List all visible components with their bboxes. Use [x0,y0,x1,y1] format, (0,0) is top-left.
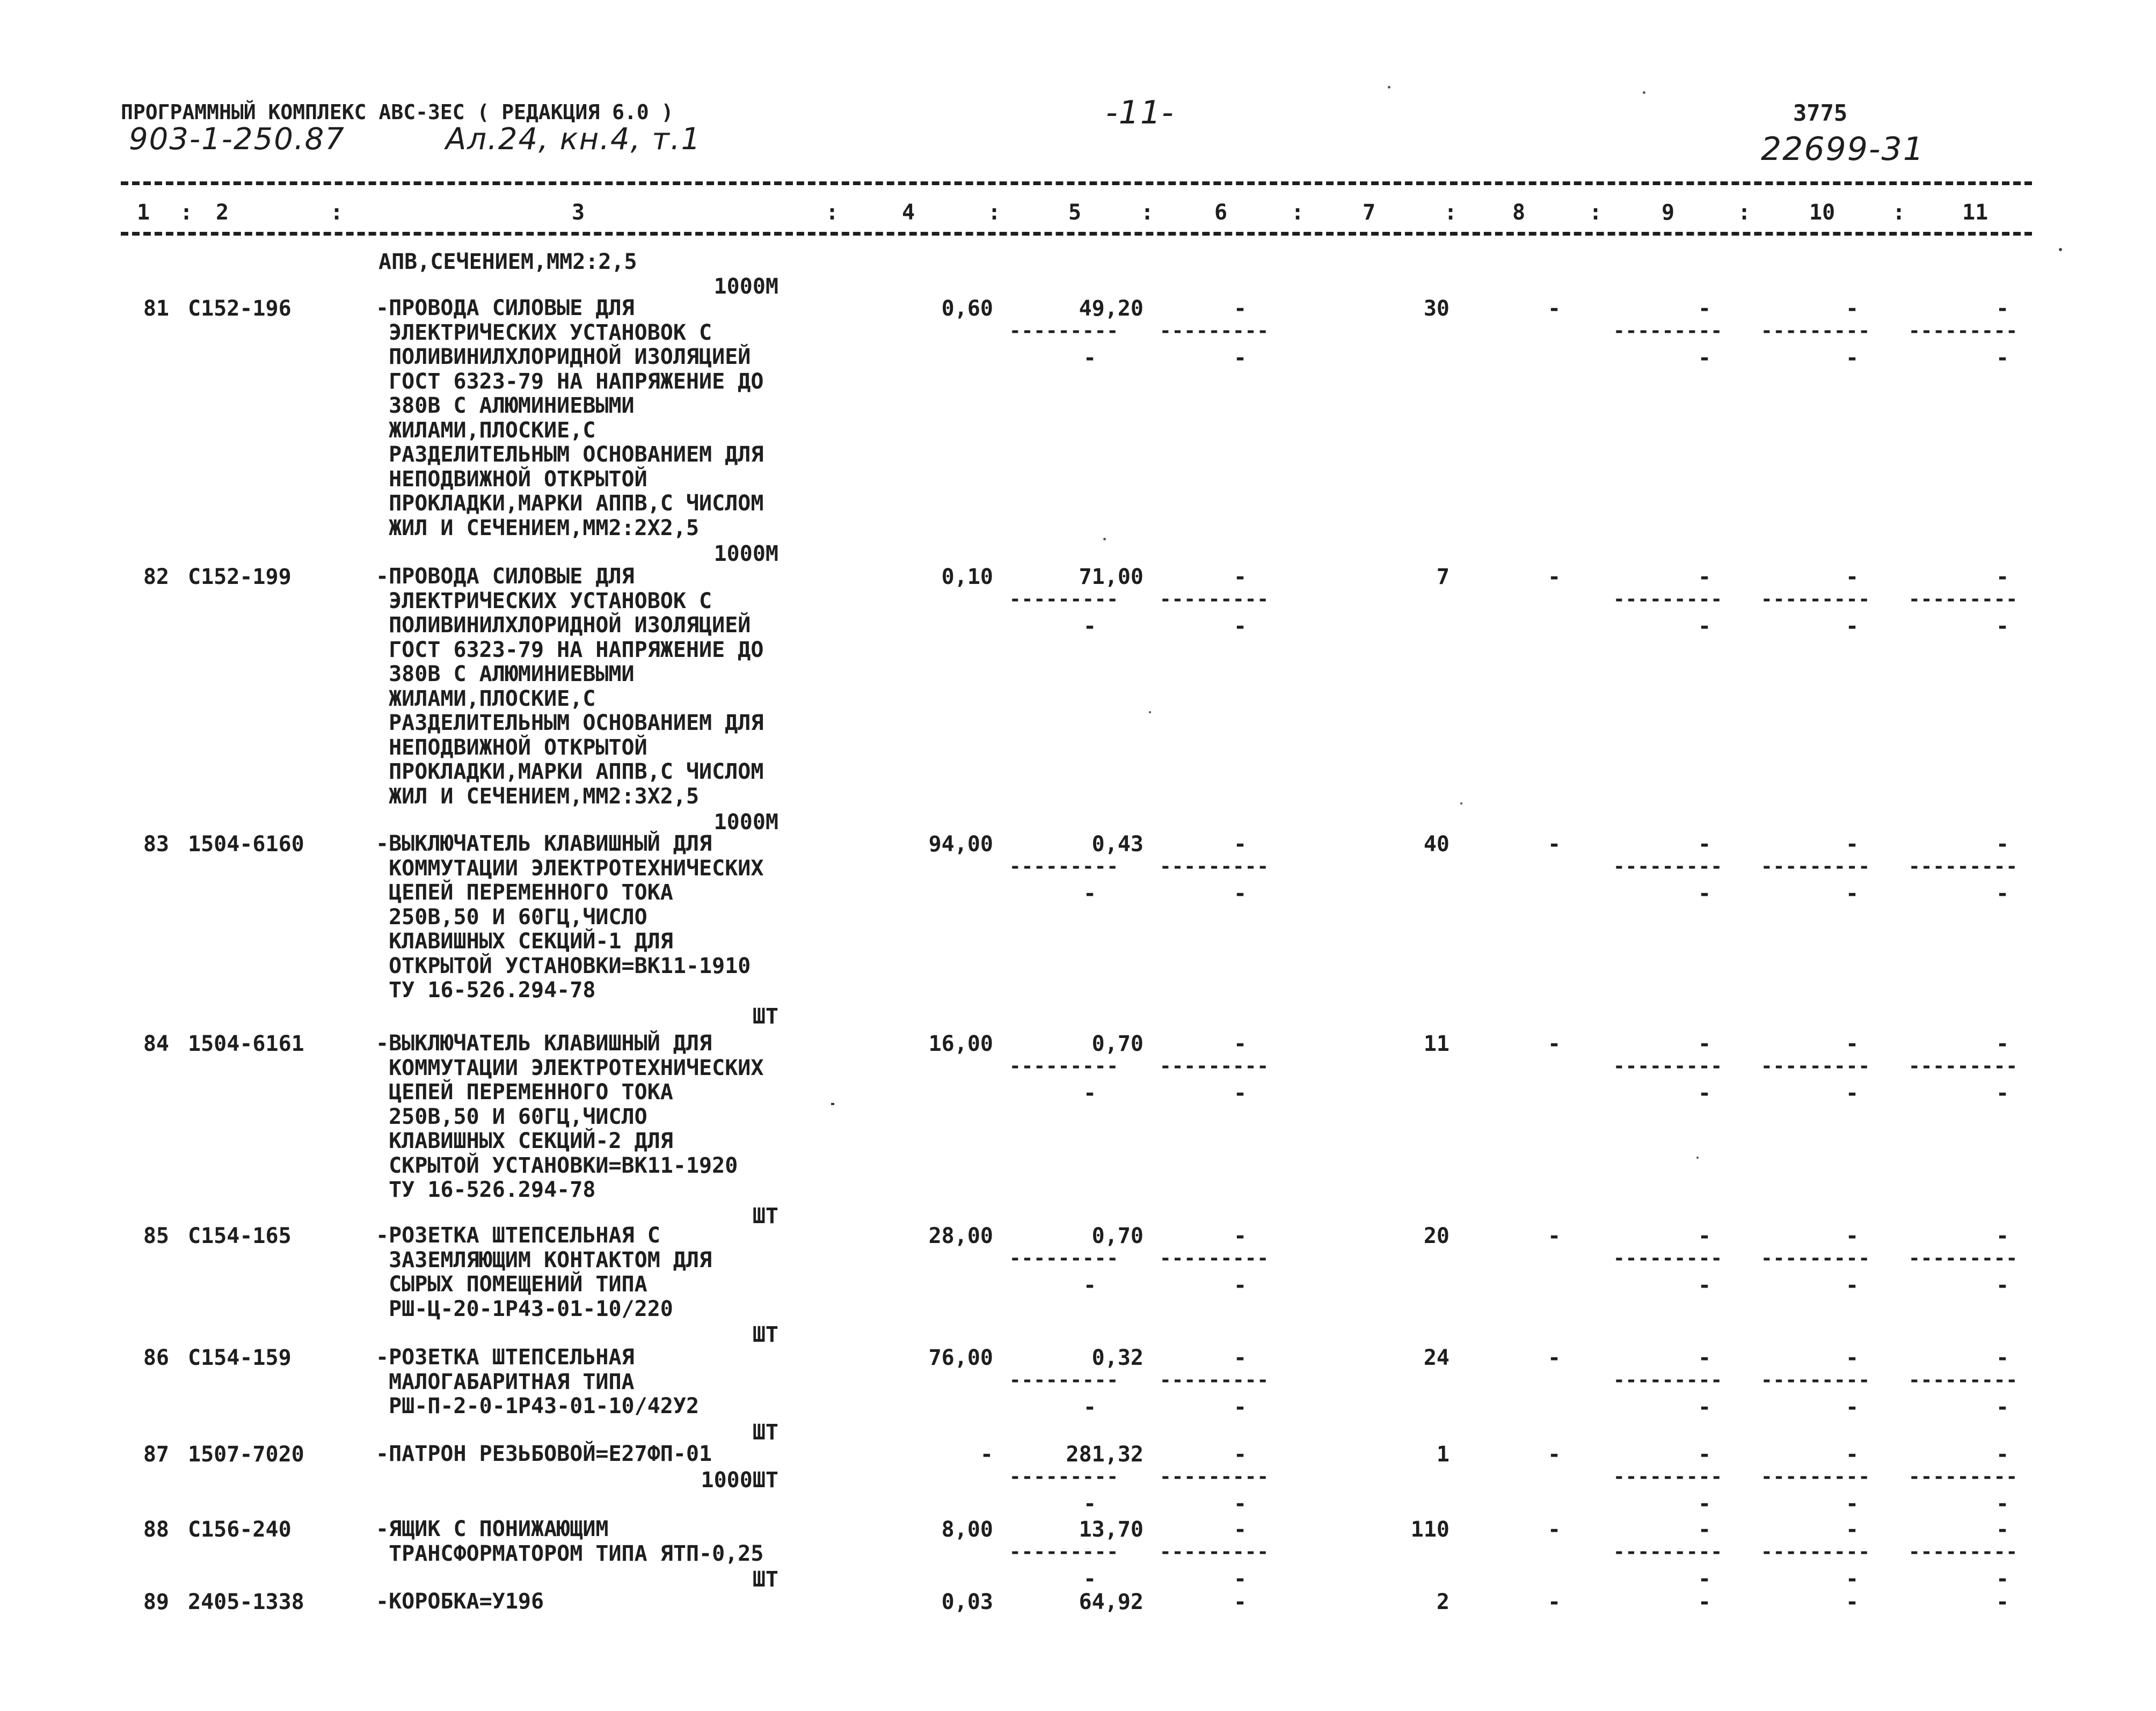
header-rule-top [121,181,2032,185]
resource-description: -ПАТРОН РЕЗЬБОВОЙ=Е27ФП-01 [376,1442,712,1466]
col6-cell: - [1233,296,1247,321]
col11-cell: - [1995,1590,2009,1614]
resource-code: С154-165 [188,1224,292,1248]
unit-of-measure: 1000М [713,810,778,835]
col7-cell: 20 [1423,1224,1450,1248]
unit-price-sub-cell: - [1083,1273,1097,1298]
col-sep-2: : [330,200,344,225]
resource-code: С152-196 [188,296,292,321]
dash-line: --------- [1761,320,1871,342]
continuation-unit: 1000М [713,274,778,299]
resource-description: -ВЫКЛЮЧАТЕЛЬ КЛАВИШНЫЙ ДЛЯ КОММУТАЦИИ ЭЛЕКТРОТЕХНИЧЕСКИХ ЦЕПЕЙ ПЕРЕМЕННОГО ТОКА 250В,50 И 60ГЦ,ЧИСЛО КЛАВИШНЫХ СЕКЦИЙ-1 ДЛЯ ОТКРЫТОЙ УСТАНОВКИ=ВК11-1910 ТУ 16-526.294-78 [376,831,764,1003]
unit-price-sub-cell: - [1083,346,1097,370]
col-header-11: 11 [1962,200,1989,225]
col-sep-1: : [180,200,193,225]
dash-line: --------- [1909,320,2019,342]
unit-price-cell: 13,70 [1079,1517,1143,1542]
row-number: 85 [143,1224,169,1248]
document-code: 3775 [1793,100,1848,126]
dash-line: --------- [1761,1247,1871,1269]
col7-cell: 2 [1436,1590,1450,1614]
scan-speck [1460,802,1462,805]
dash-line: --------- [1761,1055,1871,1077]
quantity-cell: - [980,1442,993,1467]
col11-cell: - [1995,1032,2009,1056]
dash-line: --------- [1009,1466,1119,1488]
col9-cell: - [1698,1590,1711,1614]
resource-code: 1507-7020 [188,1442,304,1467]
col-sep-10: : [1892,200,1906,225]
quantity-cell: 28,00 [928,1224,993,1248]
resource-code: 1504-6160 [188,832,304,857]
col8-cell: - [1547,1517,1561,1542]
col6-sub-cell: - [1233,1491,1247,1516]
col11-sub-cell: - [1995,1273,2009,1298]
unit-of-measure: ШТ [752,1322,778,1347]
col9-sub-cell: - [1698,1491,1711,1516]
scan-speck [1149,711,1151,713]
scan-speck [1388,86,1390,89]
col6-cell: - [1233,1346,1247,1370]
dash-line: --------- [1160,1247,1270,1269]
dash-line: --------- [1613,1541,1723,1563]
dash-line: --------- [1909,855,2019,878]
col9-cell: - [1698,1517,1711,1542]
unit-price-sub-cell: - [1083,881,1097,906]
unit-price-cell: 49,20 [1079,296,1143,321]
quantity-cell: 76,00 [928,1346,993,1370]
unit-of-measure: ШТ [752,1420,778,1445]
col11-sub-cell: - [1995,1395,2009,1420]
page-number: -11- [1106,94,1175,131]
col8-cell: - [1547,1590,1561,1614]
col-header-10: 10 [1809,200,1835,225]
col7-cell: 1 [1436,1442,1450,1467]
resource-description: -КОРОБКА=У196 [376,1589,544,1614]
col9-cell: - [1698,1346,1711,1370]
col9-cell: - [1698,1032,1711,1056]
dash-line: --------- [1909,588,2019,610]
col10-sub-cell: - [1845,614,1859,639]
scan-speck [1696,1157,1699,1159]
quantity-cell: 94,00 [928,832,993,857]
col-sep-8: : [1589,200,1603,225]
scan-speck [1643,91,1645,94]
dash-line: --------- [1009,1055,1119,1077]
unit-price-sub-cell: - [1083,1395,1097,1420]
dash-line: --------- [1613,1055,1723,1077]
col10-cell: - [1845,1442,1859,1467]
row-number: 87 [143,1442,169,1467]
quantity-cell: 0,10 [941,565,993,589]
col9-cell: - [1698,1442,1711,1467]
unit-price-sub-cell: - [1083,1491,1097,1516]
col9-sub-cell: - [1698,1081,1711,1106]
header-rule-bottom [121,232,2032,236]
unit-price-cell: 0,70 [1091,1032,1143,1056]
col8-cell: - [1547,1032,1561,1056]
col8-cell: - [1547,832,1561,857]
unit-of-measure: 1000М [713,542,778,566]
row-number: 83 [143,832,169,857]
col7-cell: 30 [1423,296,1450,321]
col10-sub-cell: - [1845,881,1859,906]
dash-line: --------- [1761,855,1871,878]
resource-description: -РОЗЕТКА ШТЕПСЕЛЬНАЯ МАЛОГАБАРИТНАЯ ТИПА РШ-П-2-0-1Р43-01-10/42У2 [376,1345,700,1418]
scan-speck [831,1103,834,1105]
col8-cell: - [1547,565,1561,589]
col9-sub-cell: - [1698,1395,1711,1420]
col10-cell: - [1845,565,1859,589]
col10-cell: - [1845,832,1859,857]
dash-line: --------- [1761,1466,1871,1488]
col6-cell: - [1233,832,1247,857]
album-reference: Ал.24, кн.4, т.1 [446,122,702,157]
dash-line: --------- [1613,320,1723,342]
col10-cell: - [1845,1517,1859,1542]
col6-sub-cell: - [1233,1081,1247,1106]
col7-cell: 11 [1423,1032,1450,1056]
col10-cell: - [1845,296,1859,321]
col-header-3: 3 [572,200,585,225]
col9-sub-cell: - [1698,614,1711,639]
row-number: 88 [143,1517,169,1542]
dash-line: --------- [1160,1055,1270,1077]
dash-line: --------- [1613,855,1723,878]
dash-line: --------- [1009,1369,1119,1391]
dash-line: --------- [1909,1466,2019,1488]
col6-cell: - [1233,1032,1247,1056]
unit-price-sub-cell: - [1083,1567,1097,1591]
col8-cell: - [1547,1224,1561,1248]
col11-cell: - [1995,832,2009,857]
unit-price-cell: 0,32 [1091,1346,1143,1370]
col10-cell: - [1845,1346,1859,1370]
col-header-4: 4 [902,200,915,225]
unit-of-measure: ШТ [752,1004,778,1029]
row-number: 82 [143,565,169,589]
col6-cell: - [1233,1590,1247,1614]
unit-price-cell: 64,92 [1079,1590,1143,1614]
scan-speck [1103,538,1106,540]
unit-price-cell: 281,32 [1066,1442,1143,1467]
col-header-6: 6 [1214,200,1228,225]
resource-code: 2405-1338 [188,1590,304,1614]
quantity-cell: 16,00 [928,1032,993,1056]
resource-description: -РОЗЕТКА ШТЕПСЕЛЬНАЯ С ЗАЗЕМЛЯЮЩИМ КОНТАКТОМ ДЛЯ СЫРЫХ ПОМЕЩЕНИЙ ТИПА РШ-Ц-20-1Р43-01-10/220 [376,1223,712,1321]
col9-cell: - [1698,1224,1711,1248]
resource-description: -ЯЩИК С ПОНИЖАЮЩИМ ТРАНСФОРМАТОРОМ ТИПА ЯТП-0,25 [376,1517,764,1566]
dash-line: --------- [1613,1247,1723,1269]
col-header-8: 8 [1512,200,1526,225]
col6-cell: - [1233,1224,1247,1248]
col6-sub-cell: - [1233,1273,1247,1298]
col-header-9: 9 [1662,200,1675,225]
unit-price-sub-cell: - [1083,614,1097,639]
col11-cell: - [1995,565,2009,589]
dash-line: --------- [1761,1541,1871,1563]
col11-sub-cell: - [1995,1567,2009,1591]
col-sep-7: : [1444,200,1458,225]
col-header-7: 7 [1363,200,1376,225]
dash-line: --------- [1909,1369,2019,1391]
col-sep-6: : [1291,200,1305,225]
quantity-cell: 0,03 [941,1590,993,1614]
col11-sub-cell: - [1995,881,2009,906]
dash-line: --------- [1761,588,1871,610]
col11-cell: - [1995,1442,2009,1467]
dash-line: --------- [1160,1369,1270,1391]
scan-speck [2059,248,2062,251]
col6-sub-cell: - [1233,881,1247,906]
col-header-2: 2 [216,200,229,225]
row-number: 81 [143,296,169,321]
row-number: 84 [143,1032,169,1056]
col-sep-9: : [1738,200,1751,225]
col9-sub-cell: - [1698,1567,1711,1591]
dash-line: --------- [1160,588,1270,610]
dash-line: --------- [1613,1369,1723,1391]
col9-sub-cell: - [1698,346,1711,370]
resource-code: С152-199 [188,565,292,589]
col6-cell: - [1233,565,1247,589]
col8-cell: - [1547,1346,1561,1370]
col6-sub-cell: - [1233,1395,1247,1420]
col10-cell: - [1845,1224,1859,1248]
col10-sub-cell: - [1845,1567,1859,1591]
dash-line: --------- [1613,588,1723,610]
col6-cell: - [1233,1442,1247,1467]
col-header-5: 5 [1068,200,1082,225]
dash-line: --------- [1613,1466,1723,1488]
unit-price-cell: 0,70 [1091,1224,1143,1248]
document-reference: 903-1-250.87 [129,122,345,157]
col9-sub-cell: - [1698,1273,1711,1298]
quantity-cell: 8,00 [941,1517,993,1542]
col9-sub-cell: - [1698,881,1711,906]
col9-cell: - [1698,296,1711,321]
dash-line: --------- [1909,1055,2019,1077]
program-header: ПРОГРАММНЫЙ КОМПЛЕКС АВС-3ЕС ( РЕДАКЦИЯ 6.0 ) [121,100,674,124]
dash-line: --------- [1160,855,1270,878]
dash-line: --------- [1009,855,1119,878]
col6-sub-cell: - [1233,614,1247,639]
resource-code: С156-240 [188,1517,292,1542]
col10-cell: - [1845,1590,1859,1614]
dash-line: --------- [1160,1541,1270,1563]
unit-of-measure: ШТ [752,1203,778,1229]
dash-line: --------- [1009,588,1119,610]
col11-cell: - [1995,1346,2009,1370]
unit-of-measure: 1000ШТ [701,1467,778,1493]
dash-line: --------- [1160,1466,1270,1488]
dash-line: --------- [1009,320,1119,342]
col9-cell: - [1698,832,1711,857]
col10-sub-cell: - [1845,1491,1859,1516]
col-header-1: 1 [137,200,150,225]
col-sep-4: : [988,200,1001,225]
dash-line: --------- [1009,1541,1119,1563]
col11-cell: - [1995,296,2009,321]
dash-line: --------- [1761,1369,1871,1391]
col7-cell: 7 [1436,565,1450,589]
col9-cell: - [1698,565,1711,589]
handwritten-code: 22699-31 [1761,130,1925,168]
resource-description: -ПРОВОДА СИЛОВЫЕ ДЛЯ ЭЛЕКТРИЧЕСКИХ УСТАНОВОК С ПОЛИВИНИЛХЛОРИДНОЙ ИЗОЛЯЦИЕЙ ГОСТ 6323-79 НА НАПРЯЖЕНИЕ ДО 380В С АЛЮМИНИЕВЫМИ ЖИЛАМИ,ПЛОСКИЕ,С РАЗДЕЛИТЕЛЬНЫМ ОСНОВАНИЕМ ДЛЯ НЕПОДВИЖНОЙ ОТКРЫТОЙ ПРОКЛАДКИ,МАРКИ АППВ,С ЧИСЛОМ ЖИЛ И СЕЧЕНИЕМ,ММ2:2Х2,5 [376,296,764,540]
col7-cell: 40 [1423,832,1450,857]
unit-price-cell: 0,43 [1091,832,1143,857]
dash-line: --------- [1009,1247,1119,1269]
col10-sub-cell: - [1845,1273,1859,1298]
col11-sub-cell: - [1995,1081,2009,1106]
resource-description: -ВЫКЛЮЧАТЕЛЬ КЛАВИШНЫЙ ДЛЯ КОММУТАЦИИ ЭЛЕКТРОТЕХНИЧЕСКИХ ЦЕПЕЙ ПЕРЕМЕННОГО ТОКА 250В,50 И 60ГЦ,ЧИСЛО КЛАВИШНЫХ СЕКЦИЙ-2 ДЛЯ СКРЫТОЙ УСТАНОВКИ=ВК11-1920 ТУ 16-526.294-78 [376,1031,764,1202]
col-sep-3: : [826,200,839,225]
resource-description: -ПРОВОДА СИЛОВЫЕ ДЛЯ ЭЛЕКТРИЧЕСКИХ УСТАНОВОК С ПОЛИВИНИЛХЛОРИДНОЙ ИЗОЛЯЦИЕЙ ГОСТ 6323-79 НА НАПРЯЖЕНИЕ ДО 380В С АЛЮМИНИЕВЫМИ ЖИЛАМИ,ПЛОСКИЕ,С РАЗДЕЛИТЕЛЬНЫМ ОСНОВАНИЕМ ДЛЯ НЕПОДВИЖНОЙ ОТКРЫТОЙ ПРОКЛАДКИ,МАРКИ АППВ,С ЧИСЛОМ ЖИЛ И СЕЧЕНИЕМ,ММ2:3Х2,5 [376,564,764,809]
col6-sub-cell: - [1233,1567,1247,1591]
dash-line: --------- [1160,320,1270,342]
col10-sub-cell: - [1845,1081,1859,1106]
col-sep-5: : [1141,200,1154,225]
col6-sub-cell: - [1233,346,1247,370]
resource-code: 1504-6161 [188,1032,304,1056]
unit-price-cell: 71,00 [1079,565,1143,589]
unit-of-measure: ШТ [752,1567,778,1592]
col7-cell: 24 [1423,1346,1450,1370]
col8-cell: - [1547,296,1561,321]
col11-sub-cell: - [1995,1491,2009,1516]
quantity-cell: 0,60 [941,296,993,321]
row-number: 86 [143,1346,169,1370]
col8-cell: - [1547,1442,1561,1467]
dash-line: --------- [1909,1541,2019,1563]
col10-sub-cell: - [1845,1395,1859,1420]
col11-cell: - [1995,1224,2009,1248]
dash-line: --------- [1909,1247,2019,1269]
col7-cell: 110 [1410,1517,1450,1542]
row-number: 89 [143,1590,169,1614]
col10-sub-cell: - [1845,346,1859,370]
unit-price-sub-cell: - [1083,1081,1097,1106]
col11-sub-cell: - [1995,614,2009,639]
continuation-text: АПВ,СЕЧЕНИЕМ,ММ2:2,5 [378,250,637,274]
col6-cell: - [1233,1517,1247,1542]
resource-code: С154-159 [188,1346,292,1370]
col11-cell: - [1995,1517,2009,1542]
col10-cell: - [1845,1032,1859,1056]
col11-sub-cell: - [1995,346,2009,370]
